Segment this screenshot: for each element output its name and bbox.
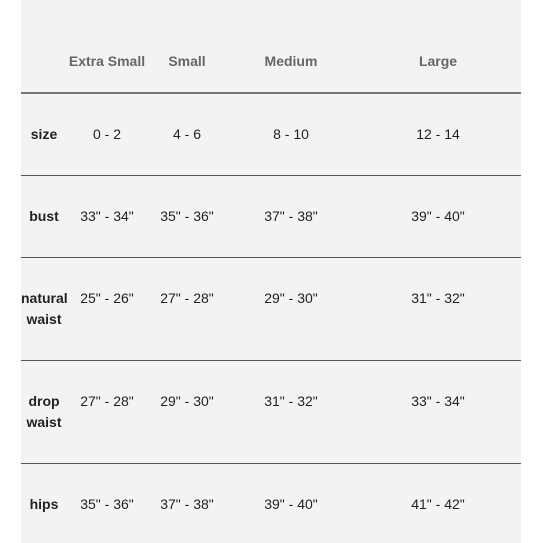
header-medium: Medium	[227, 0, 355, 93]
table-row-drop-waist	[21, 360, 521, 463]
header-extra-small: Extra Small	[67, 0, 147, 93]
header-large: Large	[355, 0, 521, 93]
table-row-natural-waist	[21, 257, 521, 360]
row-label: size	[21, 93, 67, 175]
table-row-size	[21, 93, 521, 175]
table-row-hips	[21, 463, 521, 543]
table-cell: 35" - 36"	[80, 495, 134, 512]
table-cell: 35" - 36"	[147, 175, 227, 257]
table-cell: 31" - 32"	[355, 257, 521, 360]
header-row	[21, 0, 521, 93]
table-cell: 33" - 34"	[355, 360, 521, 463]
table-cell: 0 - 2	[67, 93, 147, 175]
table-cell: 25" - 26"	[67, 257, 147, 360]
table-cell: 33" - 34"	[67, 175, 147, 257]
row-label: natural waist	[21, 257, 67, 360]
table-cell: 8 - 10	[227, 93, 355, 175]
table-cell: 27" - 28"	[147, 257, 227, 360]
table-cell: 31" - 32"	[227, 360, 355, 463]
size-chart-table	[21, 0, 521, 543]
size-chart-panel	[21, 0, 521, 543]
row-label: bust	[21, 175, 67, 257]
table-row-bust	[21, 175, 521, 257]
table-cell: 29" - 30"	[147, 360, 227, 463]
row-label: hips	[29, 495, 59, 512]
table-cell: 39" - 40"	[264, 495, 318, 512]
table-cell: 27" - 28"	[67, 360, 147, 463]
table-cell: 39" - 40"	[355, 175, 521, 257]
header-small: Small	[147, 0, 227, 93]
row-label: drop waist	[21, 360, 67, 463]
table-cell: 29" - 30"	[227, 257, 355, 360]
header-blank	[21, 0, 67, 93]
table-cell: 4 - 6	[147, 93, 227, 175]
table-cell: 37" - 38"	[160, 495, 214, 512]
table-cell: 41" - 42"	[411, 495, 465, 512]
table-cell: 37" - 38"	[227, 175, 355, 257]
table-cell: 12 - 14	[355, 93, 521, 175]
